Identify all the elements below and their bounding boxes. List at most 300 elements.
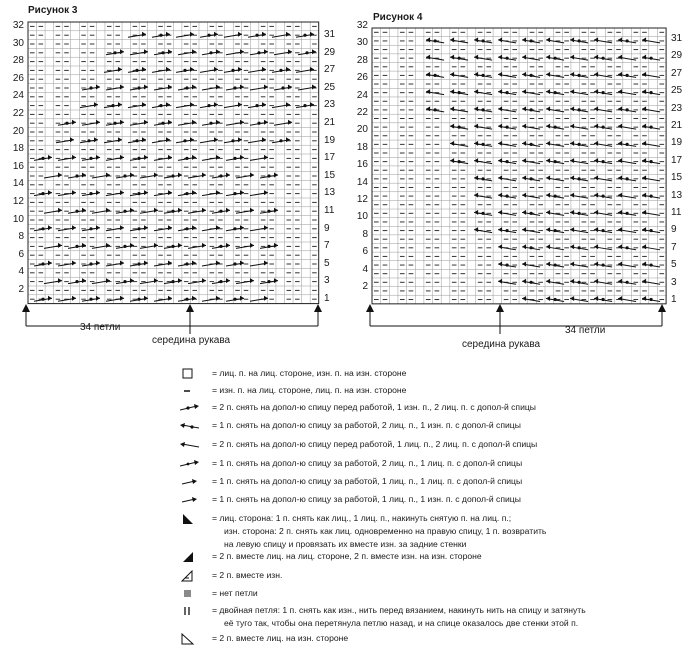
row-number: 1 — [324, 293, 330, 304]
cable-dot-symbol — [212, 208, 230, 214]
legend-text: = лиц. п. на лиц. стороне, изн. п. на изн. стороне — [212, 368, 407, 378]
row-number: 17 — [324, 152, 336, 164]
row-number: 19 — [671, 137, 683, 149]
row-number: 5 — [324, 257, 330, 269]
cable-symbol — [522, 89, 540, 95]
row-number: 26 — [12, 72, 24, 84]
cable-dot-symbol — [178, 155, 196, 161]
legend-text: = лиц. сторона: 1 п. снять как лиц., 1 лиц. п., накинуть снятую п. на лиц. п.; — [212, 513, 512, 523]
row-number: 2 — [18, 284, 24, 295]
cable-dot-symbol — [226, 85, 244, 91]
row-number: 4 — [18, 266, 24, 278]
cable-dot-symbol — [248, 102, 266, 108]
cable-symbol — [58, 261, 76, 267]
cable-dot-symbol — [570, 175, 588, 181]
row-number: 6 — [18, 248, 24, 260]
cable-symbol — [546, 37, 564, 43]
cable-symbol — [80, 102, 98, 108]
cable-dot-symbol — [178, 190, 196, 196]
row-number: 13 — [671, 189, 683, 201]
legend-text: = 2 п. снять на допол-ю спицу перед работой, 1 изн. п., 2 лиц. п. с допол-й спицы — [212, 402, 536, 412]
cable-dot-symbol — [618, 72, 636, 78]
row-number: 25 — [324, 81, 336, 93]
cable-symbol — [618, 55, 636, 61]
cable-dot-symbol — [570, 244, 588, 250]
legend-text: = 1 п. снять на допол-ю спицу за работой, 2 лиц. п., 1 изн. п. с допол-й спицы — [212, 420, 521, 430]
row-number: 10 — [12, 213, 24, 225]
cable-symbol — [570, 227, 588, 233]
cable-dot-symbol — [474, 141, 492, 147]
cable-dot-symbol — [570, 37, 588, 43]
cable-dot-symbol — [274, 85, 292, 91]
figure3-axis — [18, 300, 328, 340]
cable-dot-symbol — [104, 102, 122, 108]
cable-symbol — [618, 89, 636, 95]
cable-symbol — [546, 141, 564, 147]
cable-symbol — [248, 137, 266, 143]
cable-dot-symbol — [498, 124, 516, 130]
arrow-short-right-icon — [180, 476, 200, 488]
cable-symbol — [474, 89, 492, 95]
cable-symbol — [570, 124, 588, 130]
cable-symbol — [236, 243, 254, 249]
cable-dot-symbol — [226, 225, 244, 231]
arrow-long-left-icon — [180, 439, 200, 451]
row-number: 11 — [671, 207, 682, 218]
cable-symbol — [152, 137, 170, 143]
cable-symbol — [92, 278, 110, 284]
cable-symbol — [522, 227, 540, 233]
cable-dot-symbol — [522, 279, 540, 285]
cable-symbol — [104, 67, 122, 73]
cable-dot-symbol — [164, 278, 182, 284]
purl-together-icon — [180, 570, 200, 582]
cable-symbol — [474, 124, 492, 130]
cable-dot-symbol — [272, 137, 290, 143]
cable-symbol — [152, 67, 170, 73]
cable-dot-symbol — [164, 208, 182, 214]
row-number: 11 — [324, 205, 335, 216]
legend-text: = 2 п. вместе изн. — [212, 570, 283, 580]
cable-dot-symbol — [498, 158, 516, 164]
cable-dot-symbol — [522, 106, 540, 112]
arrow-dot-left-icon — [180, 420, 200, 432]
cable-dot-symbol — [272, 67, 290, 73]
row-number: 15 — [671, 172, 683, 184]
cable-dot-symbol — [260, 173, 278, 179]
cable-symbol — [176, 32, 194, 38]
cable-symbol — [176, 102, 194, 108]
axis-marker-arrow — [496, 304, 504, 334]
row-number: 20 — [356, 124, 368, 136]
row-number: 32 — [356, 20, 368, 31]
cable-dot-symbol — [296, 102, 314, 108]
cable-symbol — [450, 106, 468, 112]
cable-dot-symbol — [58, 120, 76, 126]
cable-symbol — [200, 67, 218, 73]
legend-text: = 1 п. снять на допол-ю спицу за работой, 1 лиц. п., 1 лиц. п. с допол-й спицы — [212, 476, 523, 486]
cable-symbol — [618, 227, 636, 233]
axis-marker-arrow — [658, 304, 666, 326]
cable-symbol — [92, 208, 110, 214]
cable-symbol — [570, 158, 588, 164]
figure4-chart — [372, 28, 666, 304]
cable-dot-symbol — [212, 173, 230, 179]
row-number: 10 — [356, 211, 368, 223]
cable-dot-symbol — [226, 155, 244, 161]
cable-symbol — [546, 279, 564, 285]
cable-dot-symbol — [618, 279, 636, 285]
cable-dot-symbol — [450, 158, 468, 164]
cable-dot-symbol — [498, 227, 516, 233]
row-number: 31 — [671, 33, 683, 44]
row-number: 12 — [356, 194, 368, 205]
cable-symbol — [618, 124, 636, 130]
row-number: 16 — [12, 160, 24, 172]
cable-dot-symbol — [152, 102, 170, 108]
cable-symbol — [248, 67, 266, 73]
decrease-right-icon — [180, 551, 200, 563]
cable-symbol — [618, 193, 636, 199]
cable-dot-symbol — [522, 175, 540, 181]
row-number: 1 — [671, 294, 677, 305]
figure3-center-label: середина рукава — [152, 335, 231, 346]
cable-symbol — [274, 120, 292, 126]
cable-symbol — [202, 225, 220, 231]
legend-text-continued: её туго так, чтобы она перетянула петлю назад, и на спице оказалось две стенки этой п. — [224, 618, 579, 628]
row-number: 30 — [12, 37, 24, 49]
row-number: 15 — [324, 169, 336, 181]
cable-symbol — [58, 225, 76, 231]
row-number: 27 — [671, 67, 683, 79]
cable-symbol — [272, 32, 290, 38]
cable-dot-symbol — [164, 243, 182, 249]
row-number: 5 — [671, 259, 677, 271]
cable-dot-symbol — [474, 106, 492, 112]
axis-marker-arrow — [186, 304, 194, 334]
cable-symbol — [522, 124, 540, 130]
row-number: 14 — [12, 178, 24, 190]
cable-symbol — [570, 55, 588, 61]
cable-dot-symbol — [202, 49, 220, 55]
axis-marker-arrow — [314, 304, 322, 326]
cable-symbol — [570, 262, 588, 268]
cable-dot-symbol — [570, 72, 588, 78]
cable-symbol — [106, 261, 124, 267]
cable-symbol — [450, 72, 468, 78]
cable-dot-symbol — [298, 49, 316, 55]
row-number: 21 — [324, 117, 336, 128]
figure4-title: Рисунок 4 — [373, 12, 423, 23]
cable-dot-symbol — [260, 243, 278, 249]
cable-dot-symbol — [106, 49, 124, 55]
row-number: 6 — [362, 246, 368, 258]
row-number: 12 — [12, 196, 24, 207]
cable-dot-symbol — [260, 278, 278, 284]
cable-symbol — [106, 85, 124, 91]
cable-symbol — [498, 72, 516, 78]
arrow-dot-right-icon — [180, 402, 200, 414]
cable-symbol — [58, 190, 76, 196]
cable-symbol — [474, 158, 492, 164]
cable-dot-symbol — [474, 210, 492, 216]
cable-dot-symbol — [618, 210, 636, 216]
dash-icon — [180, 385, 200, 397]
row-number: 8 — [362, 228, 368, 240]
row-number: 7 — [671, 241, 677, 253]
row-number: 22 — [12, 108, 24, 119]
cable-symbol — [450, 37, 468, 43]
arrow-short-right-2-icon — [180, 494, 200, 506]
cable-dot-symbol — [80, 137, 98, 143]
cable-symbol — [154, 261, 172, 267]
decrease-left-icon — [180, 513, 200, 525]
legend-text-continued: на левую спицу и провязать их вместе изн. за задние стенки — [224, 539, 467, 549]
cable-symbol — [202, 85, 220, 91]
row-number: 17 — [671, 154, 683, 166]
empty-square-icon — [180, 368, 200, 380]
row-number: 23 — [671, 102, 683, 114]
cable-dot-symbol — [522, 37, 540, 43]
cable-dot-symbol — [116, 278, 134, 284]
row-number: 24 — [12, 90, 24, 102]
cable-symbol — [82, 120, 100, 126]
row-number: 23 — [324, 99, 336, 111]
cable-dot-symbol — [546, 124, 564, 130]
cable-symbol — [44, 173, 62, 179]
cable-dot-symbol — [570, 279, 588, 285]
cable-dot-symbol — [212, 243, 230, 249]
row-number: 21 — [671, 120, 683, 131]
no-stitch-icon — [180, 588, 200, 600]
cable-symbol — [106, 190, 124, 196]
row-number: 27 — [324, 64, 336, 76]
cable-dot-symbol — [522, 141, 540, 147]
row-number: 28 — [12, 55, 24, 67]
cable-symbol — [202, 190, 220, 196]
axis-marker-arrow — [366, 304, 374, 326]
row-number: 25 — [671, 85, 683, 97]
cable-symbol — [546, 72, 564, 78]
cable-symbol — [178, 120, 196, 126]
cable-symbol — [618, 158, 636, 164]
figure4-center-label: середина рукава — [462, 339, 541, 350]
cable-symbol — [56, 137, 74, 143]
cable-symbol — [140, 243, 158, 249]
cable-symbol — [522, 262, 540, 268]
cable-symbol — [58, 155, 76, 161]
row-number: 2 — [362, 281, 368, 292]
cable-dot-symbol — [178, 85, 196, 91]
legend-text: = изн. п. на лиц. стороне, лиц. п. на изн. стороне — [212, 385, 407, 395]
cable-symbol — [154, 190, 172, 196]
row-number: 14 — [356, 176, 368, 188]
cable-dot-symbol — [570, 141, 588, 147]
cable-symbol — [498, 244, 516, 250]
cable-dot-symbol — [546, 193, 564, 199]
figure3-loops-label: 34 петли — [80, 322, 121, 333]
cable-dot-symbol — [474, 175, 492, 181]
row-number: 13 — [324, 187, 336, 199]
cable-dot-symbol — [570, 210, 588, 216]
cable-symbol — [92, 243, 110, 249]
row-number: 22 — [356, 107, 368, 118]
cable-dot-symbol — [546, 158, 564, 164]
cable-symbol — [154, 155, 172, 161]
cable-dot-symbol — [82, 85, 100, 91]
row-number: 3 — [324, 275, 330, 287]
cable-symbol — [106, 155, 124, 161]
cable-dot-symbol — [248, 32, 266, 38]
cable-dot-symbol — [522, 244, 540, 250]
legend-text: = нет петли — [212, 588, 258, 598]
cable-dot-symbol — [176, 137, 194, 143]
cable-dot-symbol — [618, 37, 636, 43]
cable-symbol — [236, 278, 254, 284]
cable-dot-symbol — [116, 208, 134, 214]
cable-symbol — [546, 106, 564, 112]
row-number: 29 — [324, 46, 336, 58]
cable-symbol — [154, 85, 172, 91]
cable-symbol — [546, 210, 564, 216]
cable-dot-symbol — [474, 72, 492, 78]
cable-dot-symbol — [82, 155, 100, 161]
cable-dot-symbol — [200, 32, 218, 38]
cable-dot-symbol — [82, 225, 100, 231]
cable-symbol — [140, 278, 158, 284]
cable-dot-symbol — [226, 190, 244, 196]
cable-symbol — [546, 175, 564, 181]
cable-symbol — [474, 227, 492, 233]
cable-dot-symbol — [498, 193, 516, 199]
cable-symbol — [226, 120, 244, 126]
cable-symbol — [106, 225, 124, 231]
cable-dot-symbol — [450, 124, 468, 130]
cable-dot-symbol — [82, 261, 100, 267]
cable-symbol — [474, 55, 492, 61]
cable-symbol — [450, 141, 468, 147]
cable-symbol — [44, 243, 62, 249]
knit-together-wrong-icon — [180, 633, 200, 645]
cable-dot-symbol — [474, 37, 492, 43]
cable-dot-symbol — [498, 89, 516, 95]
cable-dot-symbol — [570, 106, 588, 112]
row-number: 28 — [356, 54, 368, 66]
legend-text: = 2 п. снять на допол-ю спицу перед работой, 1 лиц. п., 2 лиц. п. с допол-й спицы — [212, 439, 538, 449]
cable-symbol — [474, 193, 492, 199]
cable-dot-symbol — [202, 120, 220, 126]
row-number: 19 — [324, 134, 336, 146]
legend-text: = 1 п. снять на допол-ю спицу за работой, 2 лиц. п., 1 лиц. п. с допол-й спицы — [212, 458, 523, 468]
cable-symbol — [522, 193, 540, 199]
row-number: 20 — [12, 125, 24, 137]
cable-dot-symbol — [226, 261, 244, 267]
figure3-title: Рисунок 3 — [28, 5, 78, 16]
row-number: 3 — [671, 276, 677, 288]
cable-symbol — [44, 208, 62, 214]
cable-symbol — [236, 208, 254, 214]
cable-dot-symbol — [498, 262, 516, 268]
cable-dot-symbol — [546, 227, 564, 233]
row-number: 8 — [18, 231, 24, 243]
row-number: 18 — [12, 143, 24, 155]
cable-dot-symbol — [296, 32, 314, 38]
row-number: 26 — [356, 72, 368, 84]
cable-dot-symbol — [450, 55, 468, 61]
cable-dot-symbol — [82, 190, 100, 196]
cable-dot-symbol — [106, 120, 124, 126]
cable-symbol — [274, 49, 292, 55]
row-number: 24 — [356, 89, 368, 101]
cable-dot-symbol — [618, 141, 636, 147]
arrow-long-right-icon — [180, 458, 200, 470]
cable-symbol — [202, 155, 220, 161]
cable-dot-symbol — [164, 173, 182, 179]
double-loop-icon — [180, 605, 200, 617]
cable-dot-symbol — [178, 261, 196, 267]
legend-text: = 2 п. вместе лиц. на изн. стороне — [212, 633, 349, 643]
cable-symbol — [570, 89, 588, 95]
cable-dot-symbol — [522, 210, 540, 216]
cable-symbol — [92, 173, 110, 179]
cable-symbol — [618, 262, 636, 268]
legend-text-continued: изн. сторона: 2 п. снять как лиц. одновременно на правую спицу, 1 п. возвратить — [224, 526, 547, 536]
cable-symbol — [522, 55, 540, 61]
row-number: 30 — [356, 37, 368, 49]
row-number: 18 — [356, 141, 368, 153]
cable-dot-symbol — [618, 106, 636, 112]
cable-symbol — [140, 208, 158, 214]
cable-dot-symbol — [260, 208, 278, 214]
cable-dot-symbol — [522, 72, 540, 78]
cable-symbol — [44, 278, 62, 284]
cable-symbol — [570, 193, 588, 199]
row-number: 4 — [362, 263, 368, 275]
row-number: 16 — [356, 159, 368, 171]
cable-dot-symbol — [116, 243, 134, 249]
legend-text: = 2 п. вместе лиц. на лиц. стороне, 2 п. вместе изн. на изн. стороне — [212, 551, 482, 561]
cable-dot-symbol — [618, 244, 636, 250]
row-number: 31 — [324, 29, 336, 40]
cable-dot-symbol — [176, 67, 194, 73]
cable-symbol — [272, 102, 290, 108]
figure4-loops-label: 34 петли — [565, 325, 606, 336]
cable-dot-symbol — [450, 89, 468, 95]
cable-dot-symbol — [152, 32, 170, 38]
cable-dot-symbol — [200, 102, 218, 108]
cable-symbol — [498, 141, 516, 147]
cable-dot-symbol — [546, 89, 564, 95]
cable-symbol — [296, 67, 314, 73]
figure3-chart — [28, 22, 320, 312]
cable-symbol — [236, 173, 254, 179]
cable-symbol — [546, 244, 564, 250]
cable-dot-symbol — [212, 278, 230, 284]
row-number: 7 — [324, 240, 330, 252]
cable-dot-symbol — [498, 55, 516, 61]
cable-dot-symbol — [154, 120, 172, 126]
axis-marker-arrow — [22, 304, 30, 326]
cable-dot-symbol — [116, 173, 134, 179]
cable-dot-symbol — [618, 175, 636, 181]
cable-symbol — [522, 158, 540, 164]
cable-dot-symbol — [546, 55, 564, 61]
cable-symbol — [104, 137, 122, 143]
legend-text: = 1 п. снять на допол-ю спицу за работой, 1 лиц. п., 1 изн. п. с допол-й спицы — [212, 494, 521, 504]
legend-text: = двойная петля: 1 п. снять как изн., нить перед вязанием, накинуть нить на спицу и затянуть — [212, 605, 586, 615]
cable-symbol — [140, 173, 158, 179]
cable-symbol — [498, 37, 516, 43]
